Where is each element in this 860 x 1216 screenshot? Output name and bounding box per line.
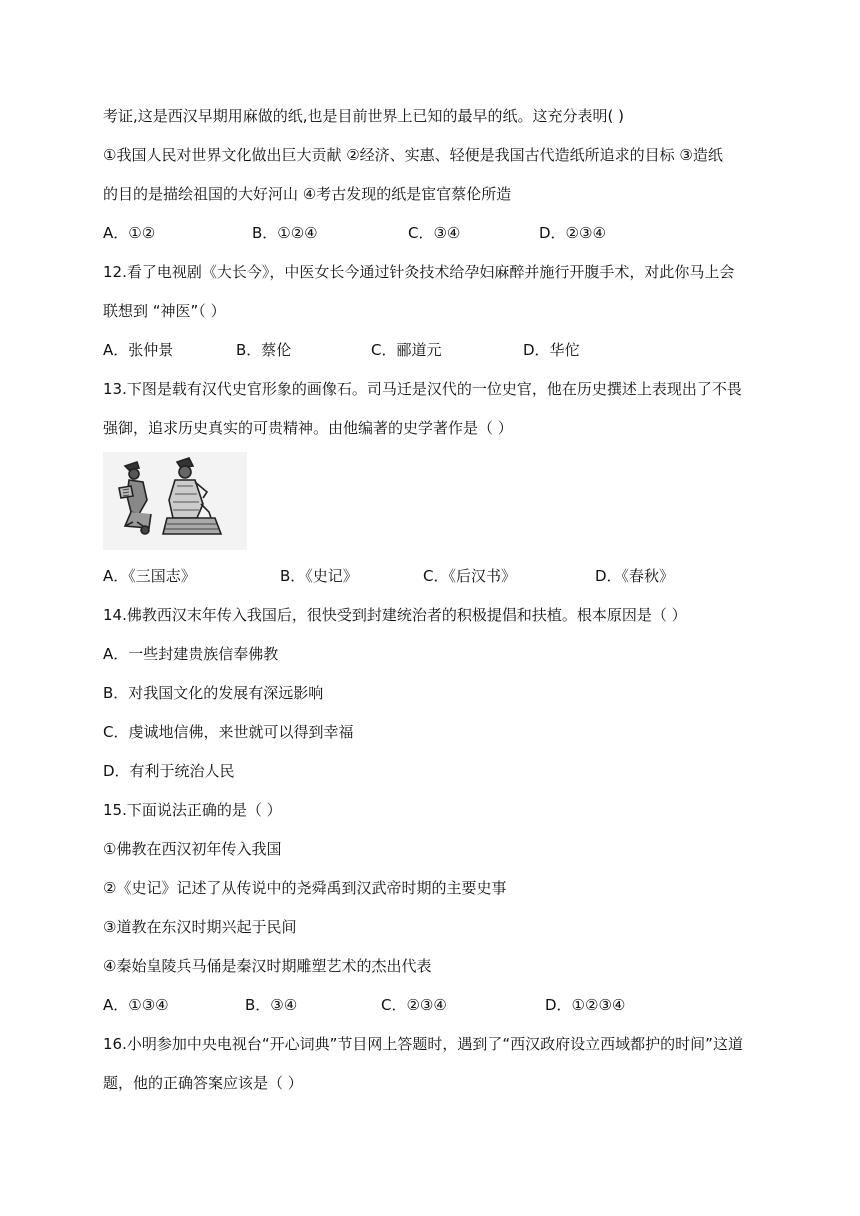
q12-option-d: D．华佗 <box>523 341 580 359</box>
q15-statement-2: ②《史记》记述了从传说中的尧舜禹到汉武帝时期的主要史事 <box>103 879 507 897</box>
q12-option-a: A．张仲景 <box>103 341 174 359</box>
q15-option-c: C．②③④ <box>381 996 447 1014</box>
q13-option-d: D．《春秋》 <box>595 567 675 585</box>
q14-option-b: B．对我国文化的发展有深远影响 <box>103 684 324 702</box>
q11-option-d: D．②③④ <box>539 224 606 242</box>
q13-option-a: A．《三国志》 <box>103 567 196 585</box>
q12-stem-line2: 联想到 “神医”（ ） <box>103 302 226 320</box>
q15-option-b: B．③④ <box>245 996 298 1014</box>
q12-stem-line1: 12.看了电视剧《大长今》，中医女长今通过针灸技术给孕妇麻醉并施行开腹手术，对此你马上会 <box>103 263 735 281</box>
q14-stem: 14.佛教西汉末年传入我国后，很快受到封建统治者的积极提倡和扶植。根本原因是（ ） <box>103 606 687 624</box>
q14-option-a: A．一些封建贵族信奉佛教 <box>103 645 279 663</box>
q15-statement-4: ④秦始皇陵兵马俑是秦汉时期雕塑艺术的杰出代表 <box>103 957 432 975</box>
q11-option-a: A．①② <box>103 224 156 242</box>
q13-stem-line2: 强御，追求历史真实的可贵精神。由他编著的史学著作是（ ） <box>103 419 513 437</box>
q15-option-d: D．①②③④ <box>545 996 626 1014</box>
han-historian-figure <box>103 452 247 550</box>
q13-stem-line1: 13.下图是载有汉代史官形象的画像石。司马迁是汉代的一位史官，他在历史撰述上表现出了不畏 <box>103 380 742 398</box>
q11-option-b: B．①②④ <box>252 224 318 242</box>
q15-stem: 15.下面说法正确的是（ ） <box>103 801 282 819</box>
q11-option-c: C．③④ <box>408 224 461 242</box>
q15-option-a: A．①③④ <box>103 996 169 1014</box>
q16-stem-line2: 题，他的正确答案应该是（ ） <box>103 1074 303 1092</box>
q14-option-d: D．有利于统治人民 <box>103 762 235 780</box>
q11-stem: 考证,这是西汉早期用麻做的纸,也是目前世界上已知的最早的纸。这充分表明( ) <box>103 107 625 125</box>
q16-stem-line1: 16.小明参加中央电视台“开心词典”节目网上答题时，遇到了“西汉政府设立西域都护的时间”这道 <box>103 1035 743 1053</box>
q15-statement-3: ③道教在东汉时期兴起于民间 <box>103 918 297 936</box>
q12-option-c: C．郦道元 <box>371 341 442 359</box>
q11-statements-line1: ①我国人民对世界文化做出巨大贡献 ②经济、实惠、轻便是我国古代造纸所追求的目标 ③造纸 <box>103 146 723 164</box>
q15-statement-1: ①佛教在西汉初年传入我国 <box>103 840 282 858</box>
q12-option-b: B．蔡伦 <box>236 341 292 359</box>
q13-option-b: B．《史记》 <box>280 567 358 585</box>
q13-option-c: C．《后汉书》 <box>423 567 516 585</box>
q11-statements-line2: 的目的是描绘祖国的大好河山 ④考古发现的纸是宦官蔡伦所造 <box>103 185 512 203</box>
han-historian-stone-carving-icon <box>103 452 247 550</box>
q14-option-c: C．虔诚地信佛，来世就可以得到幸福 <box>103 723 354 741</box>
